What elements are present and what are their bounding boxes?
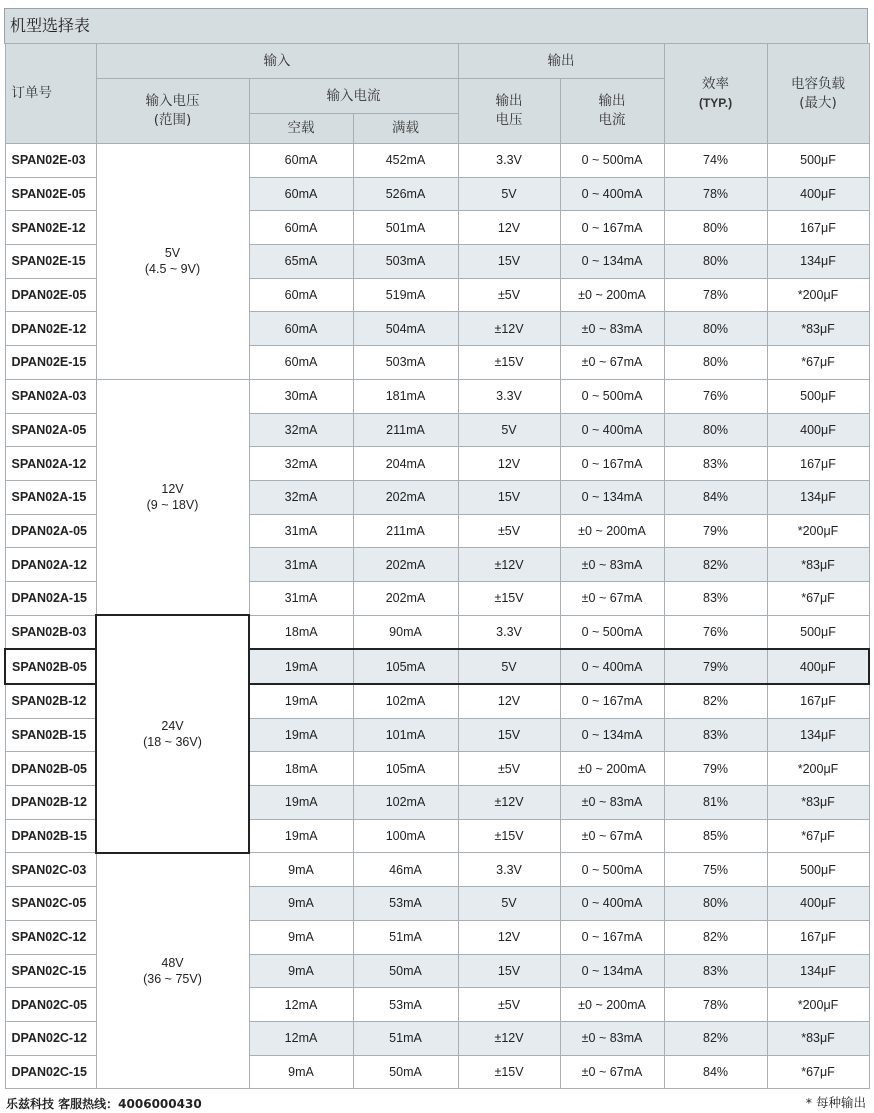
cell-model: SPAN02A-15 xyxy=(5,480,96,514)
cell-output-current: 0 ~ 167mA xyxy=(560,684,664,718)
cell-no-load: 32mA xyxy=(249,413,353,447)
cell-model: SPAN02B-03 xyxy=(5,615,96,649)
cell-no-load: 60mA xyxy=(249,177,353,211)
cell-efficiency: 80% xyxy=(664,312,767,346)
cell-full-load: 504mA xyxy=(353,312,458,346)
cell-efficiency: 83% xyxy=(664,447,767,481)
cell-output-voltage: ±5V xyxy=(458,514,560,548)
cell-output-voltage: ±5V xyxy=(458,988,560,1022)
cell-capacitive-load: 500μF xyxy=(767,615,869,649)
cell-model: SPAN02A-03 xyxy=(5,379,96,413)
cell-model: DPAN02C-15 xyxy=(5,1055,96,1089)
cell-capacitive-load: *83μF xyxy=(767,786,869,820)
cell-capacitive-load: 134μF xyxy=(767,718,869,752)
input-voltage-value: 5V xyxy=(164,246,181,261)
cell-efficiency: 76% xyxy=(664,615,767,649)
cell-output-voltage: ±5V xyxy=(458,752,560,786)
cell-efficiency: 82% xyxy=(664,548,767,582)
cell-capacitive-load: *200μF xyxy=(767,752,869,786)
header-efficiency-typ: (TYP.) xyxy=(698,95,733,110)
table-row xyxy=(5,615,869,649)
cell-model: SPAN02B-05 xyxy=(5,649,96,684)
cell-model: SPAN02C-03 xyxy=(5,853,96,887)
cell-efficiency: 80% xyxy=(664,413,767,447)
cell-capacitive-load: *200μF xyxy=(767,514,869,548)
cell-no-load: 18mA xyxy=(249,752,353,786)
table-row xyxy=(5,853,869,887)
cell-efficiency: 83% xyxy=(664,581,767,615)
header-input-voltage xyxy=(96,79,249,144)
cell-efficiency: 78% xyxy=(664,988,767,1022)
cell-no-load: 9mA xyxy=(249,853,353,887)
cell-efficiency: 76% xyxy=(664,379,767,413)
table-body xyxy=(5,144,869,1089)
cell-model: DPAN02C-12 xyxy=(5,1021,96,1055)
cell-capacitive-load: 500μF xyxy=(767,853,869,887)
cell-output-voltage: ±12V xyxy=(458,548,560,582)
cell-model: SPAN02A-05 xyxy=(5,413,96,447)
cell-full-load: 503mA xyxy=(353,346,458,380)
cell-full-load: 503mA xyxy=(353,245,458,279)
cell-output-current: 0 ~ 400mA xyxy=(560,649,664,684)
cell-no-load: 19mA xyxy=(249,684,353,718)
cell-no-load: 9mA xyxy=(249,954,353,988)
cell-efficiency: 79% xyxy=(664,514,767,548)
cell-full-load: 211mA xyxy=(353,413,458,447)
cell-capacitive-load: *83μF xyxy=(767,1021,869,1055)
cell-output-voltage: 15V xyxy=(458,480,560,514)
header-capacitive-load-max: (最大) xyxy=(799,94,837,111)
cell-capacitive-load: 167μF xyxy=(767,447,869,481)
cell-efficiency: 82% xyxy=(664,920,767,954)
cell-output-voltage: 3.3V xyxy=(458,144,560,178)
header-output-current xyxy=(560,79,664,144)
cell-no-load: 9mA xyxy=(249,1055,353,1089)
header-model: 订单号 xyxy=(5,44,96,144)
cell-model: DPAN02B-12 xyxy=(5,786,96,820)
cell-capacitive-load: 167μF xyxy=(767,920,869,954)
header-capacitive-load-label: 电容负载 xyxy=(791,75,846,92)
cell-output-current: 0 ~ 500mA xyxy=(560,144,664,178)
cell-output-voltage: ±15V xyxy=(458,581,560,615)
cell-output-voltage: ±12V xyxy=(458,1021,560,1055)
cell-full-load: 102mA xyxy=(353,684,458,718)
cell-output-current: 0 ~ 400mA xyxy=(560,887,664,921)
cell-efficiency: 84% xyxy=(664,480,767,514)
cell-efficiency: 83% xyxy=(664,954,767,988)
cell-capacitive-load: 400μF xyxy=(767,649,869,684)
cell-capacitive-load: 400μF xyxy=(767,177,869,211)
cell-output-voltage: 12V xyxy=(458,447,560,481)
cell-input-voltage xyxy=(96,144,249,380)
cell-full-load: 50mA xyxy=(353,1055,458,1089)
cell-output-voltage: ±15V xyxy=(458,1055,560,1089)
header-efficiency xyxy=(664,44,767,144)
cell-output-current: ±0 ~ 200mA xyxy=(560,988,664,1022)
cell-output-voltage: ±15V xyxy=(458,819,560,853)
cell-efficiency: 78% xyxy=(664,278,767,312)
cell-full-load: 501mA xyxy=(353,211,458,245)
cell-efficiency: 82% xyxy=(664,1021,767,1055)
cell-output-current: 0 ~ 134mA xyxy=(560,954,664,988)
cell-full-load: 102mA xyxy=(353,786,458,820)
header-efficiency-label: 效率 xyxy=(702,75,730,92)
footer-hotline: 乐兹科技 客服热线：4006000430 xyxy=(6,1097,202,1111)
cell-output-voltage: 12V xyxy=(458,684,560,718)
header-input-voltage-range: (范围) xyxy=(153,112,192,128)
table-row xyxy=(5,144,869,178)
cell-output-current: 0 ~ 500mA xyxy=(560,379,664,413)
cell-capacitive-load: 400μF xyxy=(767,887,869,921)
cell-capacitive-load: 167μF xyxy=(767,211,869,245)
header-input: 输入 xyxy=(96,44,458,79)
cell-output-voltage: 15V xyxy=(458,718,560,752)
cell-full-load: 46mA xyxy=(353,853,458,887)
cell-model: DPAN02A-12 xyxy=(5,548,96,582)
cell-no-load: 65mA xyxy=(249,245,353,279)
cell-no-load: 9mA xyxy=(249,920,353,954)
cell-efficiency: 78% xyxy=(664,177,767,211)
cell-efficiency: 85% xyxy=(664,819,767,853)
cell-efficiency: 84% xyxy=(664,1055,767,1089)
input-voltage-value: 48V xyxy=(161,956,184,971)
cell-output-voltage: ±12V xyxy=(458,312,560,346)
cell-no-load: 31mA xyxy=(249,548,353,582)
cell-output-voltage: ±5V xyxy=(458,278,560,312)
cell-capacitive-load: 134μF xyxy=(767,245,869,279)
cell-no-load: 19mA xyxy=(249,649,353,684)
cell-capacitive-load: *83μF xyxy=(767,548,869,582)
cell-capacitive-load: 134μF xyxy=(767,480,869,514)
cell-output-voltage: 5V xyxy=(458,887,560,921)
cell-no-load: 31mA xyxy=(249,514,353,548)
cell-full-load: 105mA xyxy=(353,752,458,786)
cell-no-load: 19mA xyxy=(249,718,353,752)
header-output-current-line1: 输出 xyxy=(598,93,626,109)
cell-efficiency: 82% xyxy=(664,684,767,718)
cell-model: SPAN02C-12 xyxy=(5,920,96,954)
header-output-voltage xyxy=(458,79,560,144)
header-full-load: 满载 xyxy=(353,114,458,144)
cell-efficiency: 80% xyxy=(664,346,767,380)
cell-no-load: 19mA xyxy=(249,786,353,820)
cell-full-load: 519mA xyxy=(353,278,458,312)
cell-output-current: 0 ~ 500mA xyxy=(560,615,664,649)
cell-output-current: ±0 ~ 200mA xyxy=(560,752,664,786)
cell-model: SPAN02E-15 xyxy=(5,245,96,279)
cell-no-load: 12mA xyxy=(249,988,353,1022)
cell-full-load: 105mA xyxy=(353,649,458,684)
header-output-voltage-line2: 电压 xyxy=(495,112,523,128)
cell-capacitive-load: 400μF xyxy=(767,413,869,447)
cell-output-voltage: 15V xyxy=(458,954,560,988)
footer-note: * 每种输出 xyxy=(805,1095,866,1110)
cell-full-load: 53mA xyxy=(353,988,458,1022)
cell-model: SPAN02B-15 xyxy=(5,718,96,752)
cell-full-load: 90mA xyxy=(353,615,458,649)
cell-efficiency: 74% xyxy=(664,144,767,178)
header-output: 输出 xyxy=(458,44,664,79)
cell-no-load: 18mA xyxy=(249,615,353,649)
cell-model: SPAN02A-12 xyxy=(5,447,96,481)
cell-output-current: ±0 ~ 83mA xyxy=(560,1021,664,1055)
cell-capacitive-load: *67μF xyxy=(767,581,869,615)
cell-output-current: 0 ~ 167mA xyxy=(560,211,664,245)
cell-full-load: 202mA xyxy=(353,480,458,514)
cell-model: DPAN02B-05 xyxy=(5,752,96,786)
cell-output-voltage: 12V xyxy=(458,920,560,954)
cell-full-load: 181mA xyxy=(353,379,458,413)
cell-no-load: 19mA xyxy=(249,819,353,853)
cell-output-current: ±0 ~ 67mA xyxy=(560,346,664,380)
cell-output-current: 0 ~ 134mA xyxy=(560,718,664,752)
input-voltage-value: 24V xyxy=(161,719,184,734)
cell-output-voltage: 3.3V xyxy=(458,853,560,887)
cell-output-voltage: 5V xyxy=(458,413,560,447)
cell-output-current: 0 ~ 134mA xyxy=(560,245,664,279)
cell-model: DPAN02E-15 xyxy=(5,346,96,380)
cell-efficiency: 75% xyxy=(664,853,767,887)
cell-no-load: 60mA xyxy=(249,346,353,380)
cell-efficiency: 80% xyxy=(664,211,767,245)
header-input-voltage-label: 输入电压 xyxy=(145,93,200,109)
cell-input-voltage xyxy=(96,853,249,1089)
cell-capacitive-load: *67μF xyxy=(767,819,869,853)
cell-output-voltage: 3.3V xyxy=(458,379,560,413)
cell-capacitive-load: 167μF xyxy=(767,684,869,718)
cell-output-current: ±0 ~ 67mA xyxy=(560,1055,664,1089)
cell-efficiency: 80% xyxy=(664,245,767,279)
cell-efficiency: 81% xyxy=(664,786,767,820)
cell-efficiency: 83% xyxy=(664,718,767,752)
cell-model: SPAN02C-05 xyxy=(5,887,96,921)
cell-no-load: 32mA xyxy=(249,480,353,514)
cell-model: DPAN02B-15 xyxy=(5,819,96,853)
input-voltage-range: (4.5 ~ 9V) xyxy=(144,262,201,277)
cell-full-load: 526mA xyxy=(353,177,458,211)
cell-capacitive-load: *67μF xyxy=(767,346,869,380)
cell-full-load: 101mA xyxy=(353,718,458,752)
cell-no-load: 60mA xyxy=(249,211,353,245)
cell-full-load: 50mA xyxy=(353,954,458,988)
cell-full-load: 211mA xyxy=(353,514,458,548)
cell-model: SPAN02C-15 xyxy=(5,954,96,988)
cell-model: DPAN02A-05 xyxy=(5,514,96,548)
header-output-current-line2: 电流 xyxy=(598,112,626,128)
cell-output-voltage: ±12V xyxy=(458,786,560,820)
cell-efficiency: 79% xyxy=(664,752,767,786)
input-voltage-range: (36 ~ 75V) xyxy=(143,972,202,987)
cell-model: SPAN02E-03 xyxy=(5,144,96,178)
cell-output-voltage: 15V xyxy=(458,245,560,279)
header-output-voltage-line1: 输出 xyxy=(495,93,523,109)
cell-output-voltage: 5V xyxy=(458,649,560,684)
cell-input-voltage xyxy=(96,379,249,615)
cell-full-load: 100mA xyxy=(353,819,458,853)
cell-efficiency: 80% xyxy=(664,887,767,921)
cell-model: SPAN02B-12 xyxy=(5,684,96,718)
table-row xyxy=(5,379,869,413)
cell-output-current: 0 ~ 167mA xyxy=(560,447,664,481)
cell-model: SPAN02E-12 xyxy=(5,211,96,245)
cell-output-current: 0 ~ 400mA xyxy=(560,177,664,211)
cell-capacitive-load: *83μF xyxy=(767,312,869,346)
cell-output-current: 0 ~ 134mA xyxy=(560,480,664,514)
header-capacitive-load xyxy=(767,44,869,144)
cell-output-current: ±0 ~ 83mA xyxy=(560,312,664,346)
cell-model: DPAN02E-05 xyxy=(5,278,96,312)
cell-capacitive-load: *67μF xyxy=(767,1055,869,1089)
header-input-current: 输入电流 xyxy=(249,79,458,114)
cell-model: DPAN02A-15 xyxy=(5,581,96,615)
cell-output-voltage: 5V xyxy=(458,177,560,211)
cell-output-current: 0 ~ 500mA xyxy=(560,853,664,887)
cell-no-load: 9mA xyxy=(249,887,353,921)
cell-capacitive-load: *200μF xyxy=(767,278,869,312)
header-no-load: 空载 xyxy=(249,114,353,144)
model-selection-table xyxy=(4,43,870,1089)
cell-output-voltage: 12V xyxy=(458,211,560,245)
cell-output-current: ±0 ~ 200mA xyxy=(560,514,664,548)
input-voltage-range: (18 ~ 36V) xyxy=(143,735,202,750)
cell-output-current: 0 ~ 167mA xyxy=(560,920,664,954)
cell-full-load: 452mA xyxy=(353,144,458,178)
cell-output-current: ±0 ~ 67mA xyxy=(560,819,664,853)
input-voltage-value: 12V xyxy=(161,481,184,496)
cell-full-load: 202mA xyxy=(353,581,458,615)
cell-full-load: 51mA xyxy=(353,1021,458,1055)
cell-capacitive-load: 134μF xyxy=(767,954,869,988)
cell-no-load: 60mA xyxy=(249,278,353,312)
cell-output-voltage: 3.3V xyxy=(458,615,560,649)
cell-output-voltage: ±15V xyxy=(458,346,560,380)
cell-capacitive-load: *200μF xyxy=(767,988,869,1022)
cell-output-current: ±0 ~ 83mA xyxy=(560,548,664,582)
cell-no-load: 31mA xyxy=(249,581,353,615)
input-voltage-range: (9 ~ 18V) xyxy=(146,497,199,512)
cell-no-load: 30mA xyxy=(249,379,353,413)
cell-no-load: 32mA xyxy=(249,447,353,481)
cell-full-load: 202mA xyxy=(353,548,458,582)
cell-output-current: ±0 ~ 67mA xyxy=(560,581,664,615)
cell-output-current: ±0 ~ 83mA xyxy=(560,786,664,820)
cell-full-load: 51mA xyxy=(353,920,458,954)
cell-model: DPAN02C-05 xyxy=(5,988,96,1022)
cell-no-load: 60mA xyxy=(249,312,353,346)
page-title: 机型选择表 xyxy=(4,8,868,44)
cell-full-load: 204mA xyxy=(353,447,458,481)
cell-efficiency: 79% xyxy=(664,649,767,684)
cell-model: DPAN02E-12 xyxy=(5,312,96,346)
cell-input-voltage xyxy=(96,615,249,853)
cell-capacitive-load: 500μF xyxy=(767,379,869,413)
cell-no-load: 12mA xyxy=(249,1021,353,1055)
cell-no-load: 60mA xyxy=(249,144,353,178)
cell-full-load: 53mA xyxy=(353,887,458,921)
cell-output-current: ±0 ~ 200mA xyxy=(560,278,664,312)
cell-output-current: 0 ~ 400mA xyxy=(560,413,664,447)
cell-capacitive-load: 500μF xyxy=(767,144,869,178)
cell-model: SPAN02E-05 xyxy=(5,177,96,211)
